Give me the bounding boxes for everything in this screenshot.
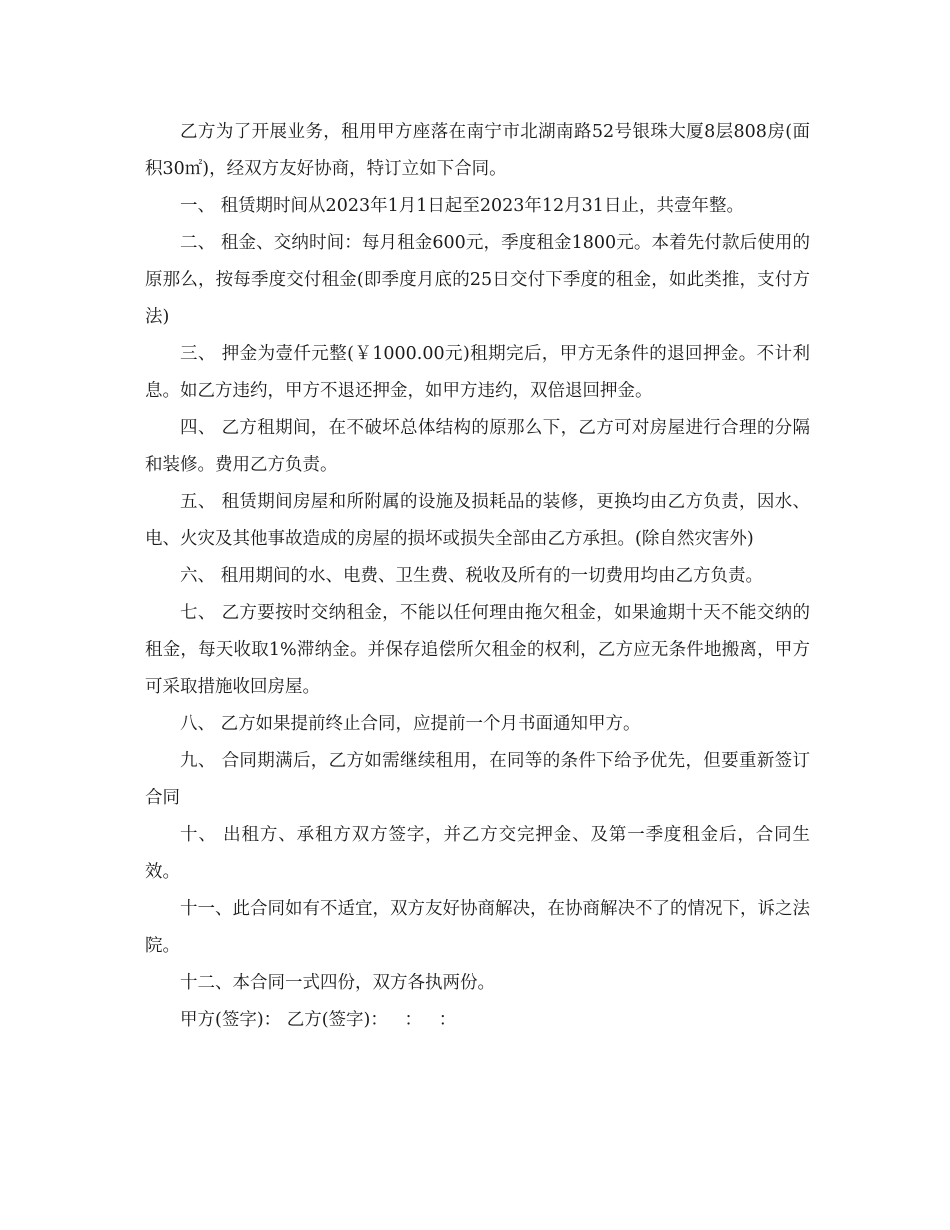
clause-8: 八、 乙方如果提前终止合同，应提前一个月书面通知甲方。 (180, 714, 641, 734)
clause-4: 四、 乙方租期间，在不破坏总体结构的原那么下，乙方可对房屋进行合理的分隔和装修。费用乙方负责。 (145, 418, 810, 475)
clause-2: 二、 租金、交纳时间：每月租金600元，季度租金1800元。本着先付款后使用的原那么，按每季度交付租金(即季度月底的25日交付下季度的租金，如此类推，支付方法) (145, 233, 810, 327)
clause-11: 十一、此合同如有不适宜，双方友好协商解决，在协商解决不了的情况下，诉之法院。 (145, 899, 810, 956)
clause-9: 九、 合同期满后，乙方如需继续租用，在同等的条件下给予优先，但要重新签订合同 (145, 751, 810, 808)
clause-10: 十、 出租方、承租方双方签字，并乙方交完押金、及第一季度租金后，合同生效。 (145, 825, 810, 882)
clause-1: 一、 租赁期时间从2023年1月1日起至2023年12月31日止，共壹年整。 (180, 196, 744, 216)
clause-12: 十二、本合同一式四份，双方各执两份。 (180, 973, 495, 993)
clause-5: 五、 租赁期间房屋和所附属的设施及损耗品的装修，更换均由乙方负责，因水、电、火灾及其他事故造成的房屋的损坏或损失全部由乙方承担。(除自然灾害外) (145, 492, 810, 549)
clause-3: 三、 押金为壹仟元整(￥1000.00元)租期完后，甲方无条件的退回押金。不计利息。如乙方违约，甲方不退还押金，如甲方违约，双倍退回押金。 (145, 344, 810, 401)
contract-body (145, 114, 810, 1039)
clause-7: 七、 乙方要按时交纳租金，不能以任何理由拖欠租金，如果逾期十天不能交纳的租金，每天收取1%滞纳金。并保存追偿所欠租金的权利，乙方应无条件地搬离，甲方可采取措施收回房屋。 (145, 603, 810, 697)
clause-6: 六、 租用期间的水、电费、卫生费、税收及所有的一切费用均由乙方负责。 (180, 566, 764, 586)
signature-line: 甲方(签字)： 乙方(签字)： ： ： (180, 1010, 457, 1030)
contract-intro: 乙方为了开展业务，租用甲方座落在南宁市北湖南路52号银珠大厦8层808房(面积30㎡)，经双方友好协商，特订立如下合同。 (145, 122, 810, 179)
